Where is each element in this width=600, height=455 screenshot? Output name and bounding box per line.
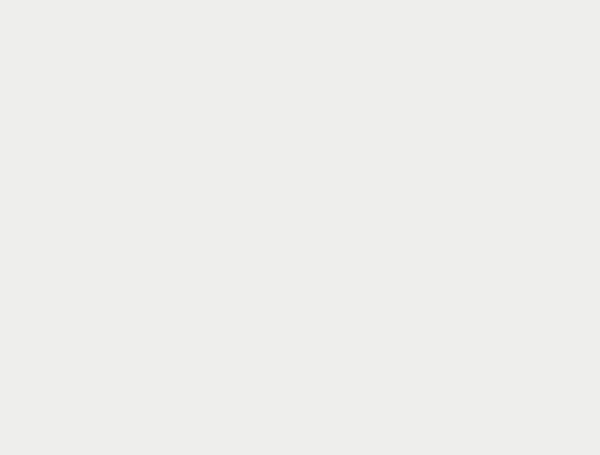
form-title (280, 7, 510, 8)
incorporated-field (60, 6, 66, 15)
ward-field (180, 6, 188, 14)
county-field (6, 18, 10, 27)
state-field (6, 6, 9, 15)
sheet-field (524, 17, 534, 25)
block-field (180, 20, 186, 28)
